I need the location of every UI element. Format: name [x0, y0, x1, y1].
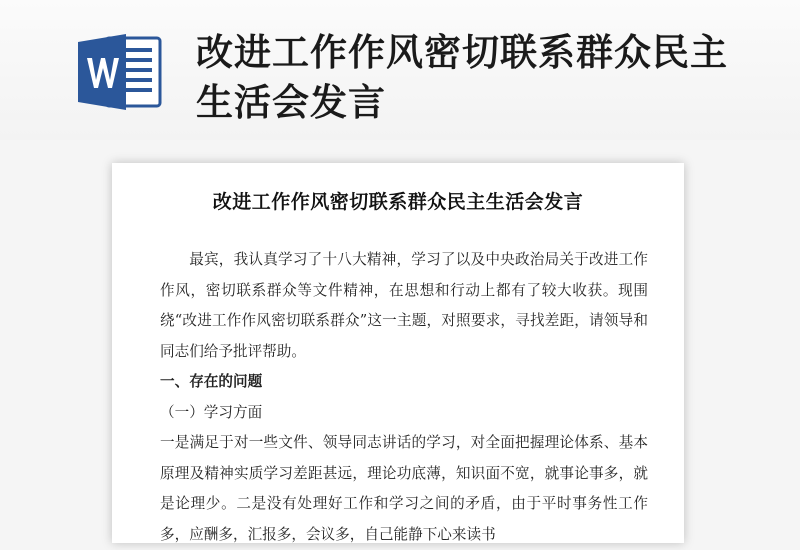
word-icon — [76, 32, 162, 112]
body-paragraph: 一是满足于对一些文件、领导同志讲话的学习，对全面把握理论体系、基本原理及精神实质学习差距甚远，理论功底薄，知识面不宽，就事论事多，就是论理少。二是没有处理好工作和学习之间的矛盾，由于平时事务性工作多，应酬多，汇报多，会议多，自己能静下心来读书 — [160, 434, 648, 543]
subsection-heading: （一）学习方面 — [160, 403, 263, 421]
intro-paragraph: 最宾，我认真学习了十八大精神，学习了以及中央政治局关于改进工作作风，密切联系群众等文件精神，在思想和行动上都有了较大收获。现围绕“改进工作作风密切联系群众”这一主题，对照要求，寻找差距，请领导和同志们给予批评帮助。 — [160, 251, 648, 360]
document-body — [160, 245, 648, 550]
document-page — [112, 163, 684, 543]
document-title: 改进工作作风密切联系群众民主生活会发言 — [212, 191, 584, 213]
header-banner — [0, 0, 800, 140]
section-heading: 一、存在的问题 — [160, 373, 263, 390]
page-title: 改进工作作风密切联系群众民主生活会发言 — [196, 31, 728, 124]
